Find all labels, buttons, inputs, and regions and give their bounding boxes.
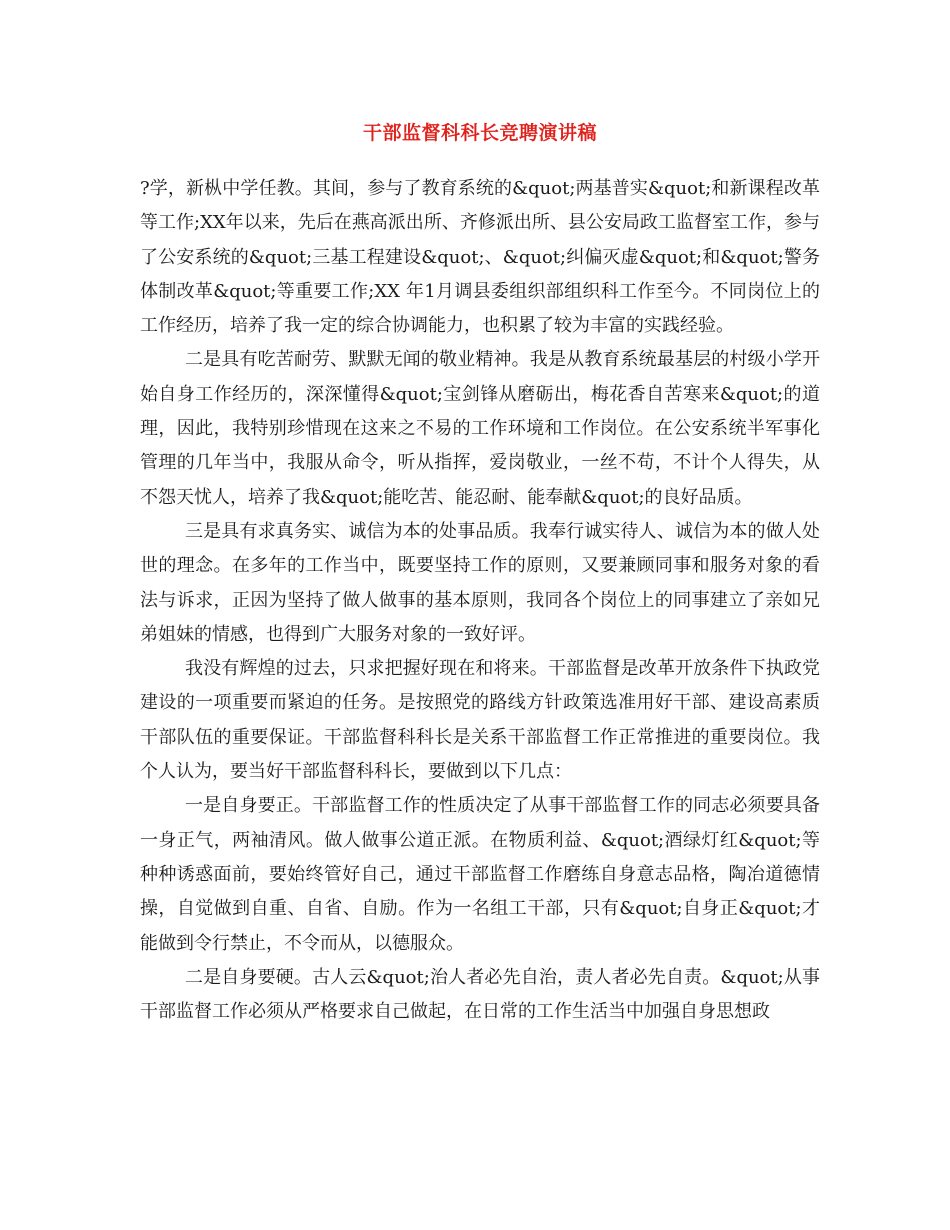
paragraph-3: 三是具有求真务实、诚信为本的处事品质。我奉行诚实待人、诚信为本的做人处世的理念。在多年的工作当中，既要坚持工作的原则，又要兼顾同事和服务对象的看法与诉求，正因为坚持了做人做事的基本原则，我同各个岗位上的同事建立了亲如兄弟姐妹的情感，也得到广大服务对象的一致好评。 [140, 520, 820, 645]
paragraph-2: 二是具有吃苦耐劳、默默无闻的敬业精神。我是从教育系统最基层的村级小学开始自身工作经历的，深深懂得&quot;宝剑锋从磨砺出，梅花香自苦寒来&quot;的道理，因此，我特别珍惜现在这来之不易的工作环境和工作岗位。在公安系统半军事化管理的几年当中，我服从命令，听从指挥，爱岗敬业，一丝不苟，不计个人得失，从不怨天忧人，培养了我&quot;能吃苦、能忍耐、能奉献&quot;的良好品质。 [140, 349, 820, 508]
document-title: 干部监督科科长竞聘演讲稿 [362, 122, 597, 144]
paragraph-5: 一是自身要正。干部监督工作的性质决定了从事干部监督工作的同志必须要具备一身正气，两袖清风。做人做事公道正派。在物质利益、&quot;酒绿灯红&quot;等种种诱惑面前，要始终管好自己，通过干部监督工作磨练自身意志品格，陶冶道德情操，自觉做到自重、自省、自励。作为一名组工干部，只有&quot;自身正&quot;才能做到令行禁止，不令而从，以德服众。 [140, 795, 820, 954]
paragraph-6: 二是自身要硬。古人云&quot;治人者必先自治，责人者必先自责。&quot;从事干部监督工作必须从严格要求自己做起，在日常的工作生活当中加强自身思想政 [140, 966, 820, 1023]
paragraph-4: 我没有辉煌的过去，只求把握好现在和将来。干部监督是改革开放条件下执政党建设的一项重要而紧迫的任务。是按照党的路线方针政策选准用好干部、建设高素质干部队伍的重要保证。干部监督科科长是关系干部监督工作正常推进的重要岗位。我个人认为，要当好干部监督科科长，要做到以下几点： [140, 658, 820, 783]
paragraph-1: ?学，新枞中学任教。其间，参与了教育系统的&quot;两基普实&quot;和新课程改革等工作;XX年以来，先后在燕高派出所、齐修派出所、县公安局政工监督室工作，参与了公安系统的&quot;三基工程建设&quot;、&quot;纠偏灭虚&quot;和&quot;警务体制改革&quot;等重要工作;XX 年1月调县委组织部组织科工作至今。不同岗位上的工作经历，培养了我一定的综合协调能力，也积累了较为丰富的实践经验。 [140, 178, 820, 337]
document-page [140, 118, 820, 1029]
